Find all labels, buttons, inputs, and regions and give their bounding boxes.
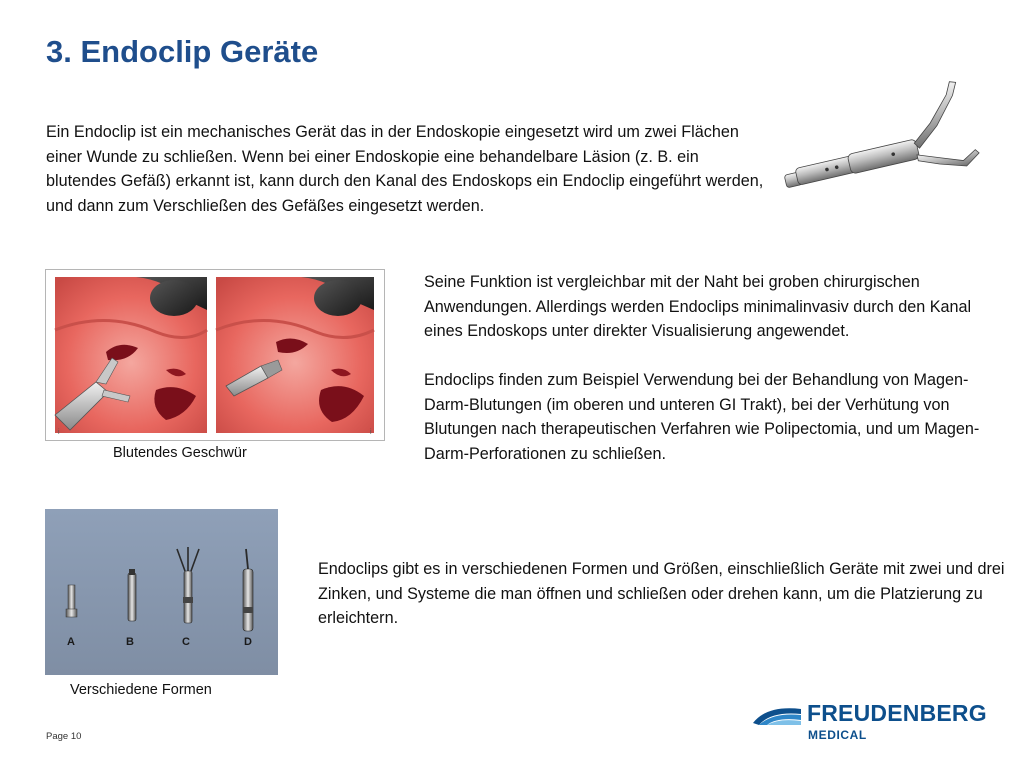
ulcer-caption: Blutendes Geschwür xyxy=(113,445,247,461)
endoclip-device-image xyxy=(775,72,980,197)
form-label-b: B xyxy=(126,636,134,648)
panel-mark-left: i xyxy=(58,429,60,436)
form-label-d: D xyxy=(244,636,252,648)
page-number: Page 10 xyxy=(46,731,82,742)
intro-paragraph: Ein Endoclip ist ein mechanisches Gerät das in der Endoskopie eingesetzt wird um zwei Flächen einer Wunde zu schließen. Wenn bei einer Endoskopie eine behandelbare Läsion (z. B. ein blutendes Gefäß) erkannt ist, kann durch den Kanal des Endoskops ein Endoclip eingeführt werden, und dann zum Verschließen des Gefäßes eingesetzt werden. xyxy=(46,123,764,215)
freudenberg-logo xyxy=(753,700,993,750)
form-label-c: C xyxy=(182,636,190,648)
panel-mark-right: i xyxy=(370,429,372,436)
function-paragraph: Seine Funktion ist vergleichbar mit der Naht bei groben chirurgischen Anwendungen. Allerdings werden Endoclips minimalinvasiv durch den Kanal eines Endoskops unter direkter Visualisierung angewendet. xyxy=(424,273,972,340)
slide-title: 3. Endoclip Geräte xyxy=(46,34,319,69)
forms-paragraph: Endoclips gibt es in verschiedenen Formen und Größen, einschließlich Geräte mit zwei und drei Zinken, und Systeme die man öffnen und schließen oder drehen kann, um die Platzierung zu erleichtern. xyxy=(318,560,1005,627)
form-label-a: A xyxy=(67,636,75,648)
usage-paragraph: Endoclips finden zum Beispiel Verwendung bei der Behandlung von Magen-Darm-Blutungen (im oberen und unteren GI Trakt), bei der Verhütung von Blutungen nach therapeutischen Verfahren wie Polipectomia, und um Magen-Darm-Perforationen zu schließen. xyxy=(424,371,980,463)
bleeding-ulcer-image xyxy=(45,269,385,441)
logo-sub: MEDICAL xyxy=(808,728,867,742)
forms-caption: Verschiedene Formen xyxy=(70,682,212,698)
logo-wave-icon xyxy=(753,703,803,727)
clip-forms-image xyxy=(45,509,278,675)
logo-name: FREUDENBERG xyxy=(807,700,987,726)
